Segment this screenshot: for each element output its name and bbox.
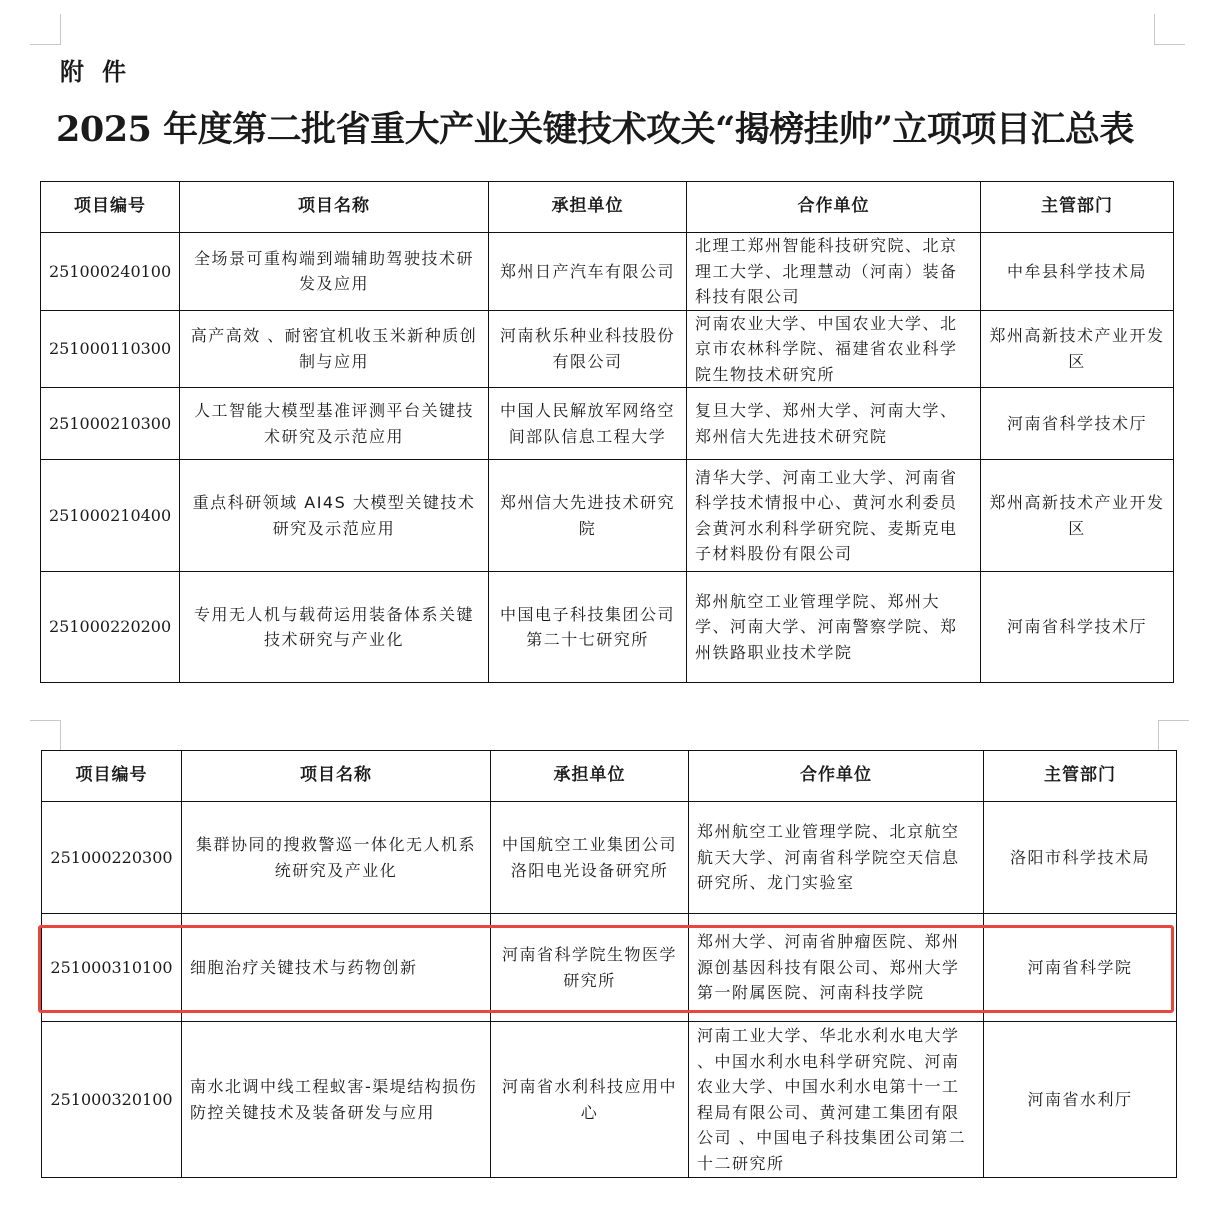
lead-unit: 河南省水利科技应用中心 — [491, 1022, 689, 1178]
project-id: 251000320100 — [42, 1022, 182, 1178]
project-id: 251000210400 — [41, 460, 180, 572]
department: 洛阳市科学技术局 — [984, 802, 1177, 914]
partner-units: 河南农业大学、中国农业大学、北京市农林科学院、福建省农业科学院生物技术研究所 — [687, 310, 981, 388]
department: 河南省科学技术厅 — [981, 572, 1174, 683]
project-id: 251000220200 — [41, 572, 180, 683]
project-name: 人工智能大模型基准评测平台关键技术研究及示范应用 — [180, 388, 489, 460]
partner-units: 北理工郑州智能科技研究院、北京理工大学、北理慧动（河南）装备科技有限公司 — [687, 233, 981, 311]
table-row — [41, 310, 1174, 388]
table-header-row — [41, 182, 1174, 233]
header-lead-unit: 承担单位 — [491, 751, 689, 802]
table-row — [42, 802, 1177, 914]
project-name: 高产高效 、耐密宜机收玉米新种质创制与应用 — [180, 310, 489, 388]
table-row — [42, 1022, 1177, 1178]
lead-unit: 中国航空工业集团公司洛阳电光设备研究所 — [491, 802, 689, 914]
crop-mark-top-right — [1154, 14, 1185, 45]
table-row — [41, 233, 1174, 311]
project-table-page1 — [40, 181, 1174, 683]
project-id: 251000240100 — [41, 233, 180, 311]
project-name: 专用无人机与载荷运用装备体系关键技术研究与产业化 — [180, 572, 489, 683]
header-lead-unit: 承担单位 — [489, 182, 687, 233]
department: 河南省水利厅 — [984, 1022, 1177, 1178]
lead-unit: 郑州信大先进技术研究院 — [489, 460, 687, 572]
partner-units: 郑州航空工业管理学院、北京航空航天大学、河南省科学院空天信息研究所、龙门实验室 — [689, 802, 984, 914]
department: 河南省科学技术厅 — [981, 388, 1174, 460]
lead-unit: 中国电子科技集团公司第二十七研究所 — [489, 572, 687, 683]
crop-mark-bottom-right — [1158, 720, 1189, 751]
lead-unit: 中国人民解放军网络空间部队信息工程大学 — [489, 388, 687, 460]
project-id: 251000210300 — [41, 388, 180, 460]
highlight-box — [38, 925, 1174, 1013]
header-project-name: 项目名称 — [180, 182, 489, 233]
crop-mark-top-left — [30, 14, 61, 45]
lead-unit: 河南秋乐种业科技股份有限公司 — [489, 310, 687, 388]
header-department: 主管部门 — [984, 751, 1177, 802]
project-name: 南水北调中线工程蚁害-渠堤结构损伤防控关键技术及装备研发与应用 — [182, 1022, 491, 1178]
attachment-label: 附件 — [60, 58, 144, 86]
project-name: 重点科研领域 AI4S 大模型关键技术研究及示范应用 — [180, 460, 489, 572]
partner-units: 复旦大学、郑州大学、河南大学、郑州信大先进技术研究院 — [687, 388, 981, 460]
header-project-id: 项目编号 — [42, 751, 182, 802]
header-partner-units: 合作单位 — [687, 182, 981, 233]
header-project-name: 项目名称 — [182, 751, 491, 802]
project-id: 251000220300 — [42, 802, 182, 914]
table-header-row — [42, 751, 1177, 802]
project-id: 251000310100 — [42, 914, 182, 1022]
crop-mark-bottom-left — [30, 720, 61, 751]
table-row — [41, 388, 1174, 460]
document-title: 2025 年度第二批省重大产业关键技术攻关“揭榜挂帅”立项项目汇总表 — [56, 109, 1134, 150]
lead-unit: 河南省科学院生物医学研究所 — [491, 914, 689, 1022]
project-name: 细胞治疗关键技术与药物创新 — [182, 914, 491, 1022]
table-row — [41, 460, 1174, 572]
project-id: 251000110300 — [41, 310, 180, 388]
table-row — [41, 572, 1174, 683]
header-project-id: 项目编号 — [41, 182, 180, 233]
partner-units: 郑州航空工业管理学院、郑州大学、河南大学、河南警察学院、郑州铁路职业技术学院 — [687, 572, 981, 683]
department: 中牟县科学技术局 — [981, 233, 1174, 311]
department: 河南省科学院 — [984, 914, 1177, 1022]
partner-units: 郑州大学、河南省肿瘤医院、郑州源创基因科技有限公司、郑州大学第一附属医院、河南科技学院 — [689, 914, 984, 1022]
project-name: 集群协同的搜救警巡一体化无人机系统研究及产业化 — [182, 802, 491, 914]
partner-units: 河南工业大学、华北水利水电大学 、中国水利水电科学研究院、河南农业大学、中国水利水电第十一工程局有限公司、黄河建工集团有限公司 、中国电子科技集团公司第二十二研究所 — [689, 1022, 984, 1178]
header-department: 主管部门 — [981, 182, 1174, 233]
lead-unit: 郑州日产汽车有限公司 — [489, 233, 687, 311]
partner-units: 清华大学、河南工业大学、河南省科学技术情报中心、黄河水利委员会黄河水利科学研究院、麦斯克电子材料股份有限公司 — [687, 460, 981, 572]
project-name: 全场景可重构端到端辅助驾驶技术研发及应用 — [180, 233, 489, 311]
department: 郑州高新技术产业开发区 — [981, 310, 1174, 388]
header-partner-units: 合作单位 — [689, 751, 984, 802]
department: 郑州高新技术产业开发区 — [981, 460, 1174, 572]
